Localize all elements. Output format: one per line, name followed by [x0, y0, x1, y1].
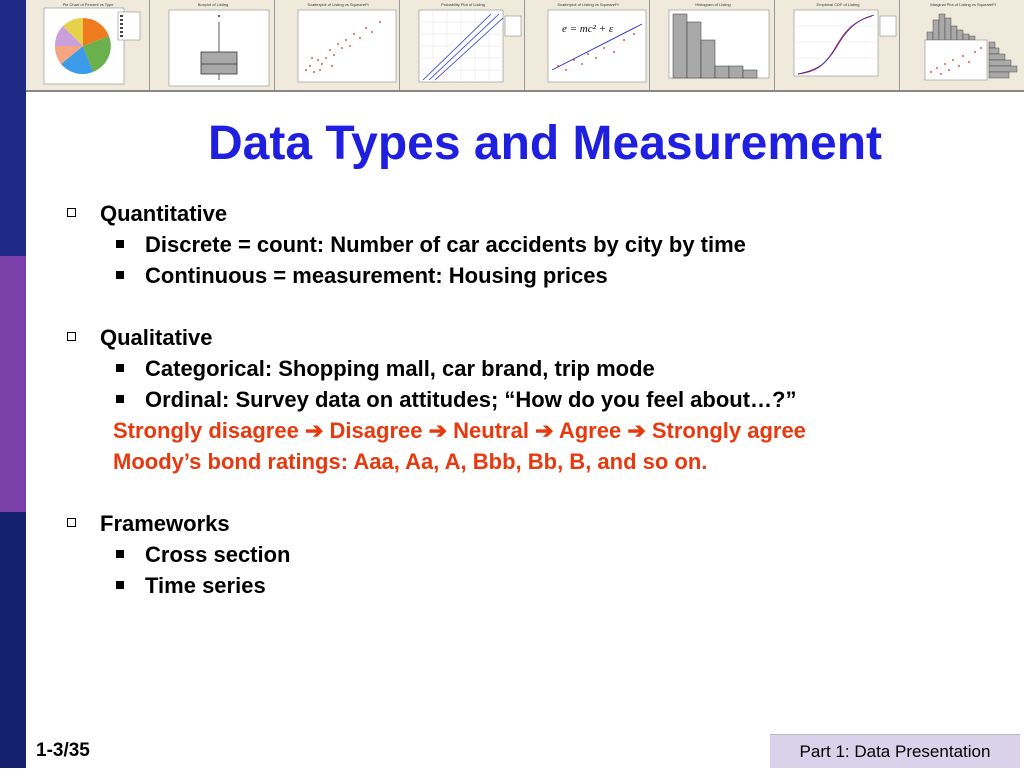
arrow-right-icon: ➔ — [627, 418, 646, 443]
cdf-plot-icon — [776, 0, 900, 90]
arrow-right-icon: ➔ — [535, 418, 554, 443]
list-item — [60, 260, 1000, 291]
thumbnail-title: Probability Plot of Listing — [441, 2, 485, 7]
pie-chart-icon — [26, 0, 150, 90]
section-qualitative — [60, 322, 1000, 353]
list-item-text: Ordinal: Survey data on attitudes; “How do you feel about…?” — [145, 387, 797, 412]
arrow-right-icon: ➔ — [428, 418, 448, 443]
thumbnail-pie-chart — [26, 0, 150, 90]
sidebar-segment-middle — [0, 256, 26, 512]
list-item — [60, 353, 1000, 384]
thumbnail-title: Pie Chart of Percent vs Type — [62, 2, 114, 7]
filled-square-bullet-icon — [116, 581, 124, 589]
section-heading: Quantitative — [100, 201, 228, 226]
thumbnail-cdf-plot — [776, 0, 900, 90]
filled-square-bullet-icon — [116, 550, 124, 558]
thumbnail-boxplot — [151, 0, 275, 90]
equation-label: e = mc² + ε — [562, 23, 614, 35]
hollow-square-bullet-icon — [67, 332, 76, 341]
section-frameworks — [60, 508, 1000, 539]
list-item-text: Categorical: Shopping mall, car brand, trip mode — [145, 356, 655, 381]
probability-plot-icon — [401, 0, 525, 90]
ordinal-scale-line — [60, 415, 1000, 446]
scale-step: Agree — [558, 418, 622, 443]
hollow-square-bullet-icon — [67, 208, 76, 217]
scale-step: Strongly agree — [651, 418, 806, 443]
sidebar-segment-bottom — [0, 512, 26, 768]
scale-step: Neutral — [453, 418, 529, 443]
list-item-text: Time series — [145, 573, 266, 598]
thumbnail-title: Empirical CDF of Listing — [816, 2, 860, 7]
sidebar-decoration — [0, 0, 26, 768]
slide-title: Data Types and Measurement — [208, 117, 882, 170]
section-heading: Qualitative — [100, 325, 213, 350]
list-item — [60, 570, 1000, 601]
slide-number: 1-3/35 — [36, 740, 90, 761]
thumbnail-title: Marginal Plot of Listing vs SqueareFt — [930, 2, 996, 7]
arrow-right-icon: ➔ — [304, 418, 324, 443]
filled-square-bullet-icon — [116, 364, 124, 372]
filled-square-bullet-icon — [116, 271, 124, 279]
histogram-icon — [651, 0, 775, 90]
thumbnail-title: Scatterplot of Listing vs SqueareFt — [307, 2, 369, 7]
filled-square-bullet-icon — [116, 395, 124, 403]
thumbnail-strip — [26, 0, 1024, 92]
section-heading: Frameworks — [100, 511, 230, 536]
hollow-square-bullet-icon — [67, 518, 76, 527]
regression-plot-icon — [526, 0, 650, 90]
section-quantitative — [60, 198, 1000, 229]
list-item-text: Cross section — [145, 542, 291, 567]
thumbnail-regression-plot — [526, 0, 650, 90]
bond-ratings-line: Moody’s bond ratings: Aaa, Aa, A, Bbb, Bb, B, and so on. — [113, 449, 708, 474]
boxplot-icon — [151, 0, 275, 90]
list-item — [60, 384, 1000, 415]
thumbnail-title: Histogram of Listing — [695, 2, 731, 7]
sidebar-segment-top — [0, 0, 26, 256]
thumbnail-probability-plot — [401, 0, 525, 90]
scatterplot-icon — [276, 0, 400, 90]
list-item-text: Discrete = count: Number of car accidents by city by time — [145, 232, 746, 257]
filled-square-bullet-icon — [116, 240, 124, 248]
scale-step: Disagree — [329, 418, 423, 443]
thumbnail-histogram — [651, 0, 775, 90]
section-label: Part 1: Data Presentation — [770, 734, 1020, 768]
thumbnail-title: Scatterplot of Listing vs SqueareFt — [557, 2, 619, 7]
thumbnail-title: Boxplot of Listing — [197, 2, 229, 7]
list-item-text: Continuous = measurement: Housing prices — [145, 263, 608, 288]
thumbnail-scatterplot — [276, 0, 400, 90]
list-item — [60, 539, 1000, 570]
thumbnail-marginal-plot — [901, 0, 1024, 90]
marginal-plot-icon — [901, 0, 1024, 90]
list-item — [60, 229, 1000, 260]
scale-step: Strongly disagree — [113, 418, 299, 443]
slide-content — [60, 198, 1000, 601]
